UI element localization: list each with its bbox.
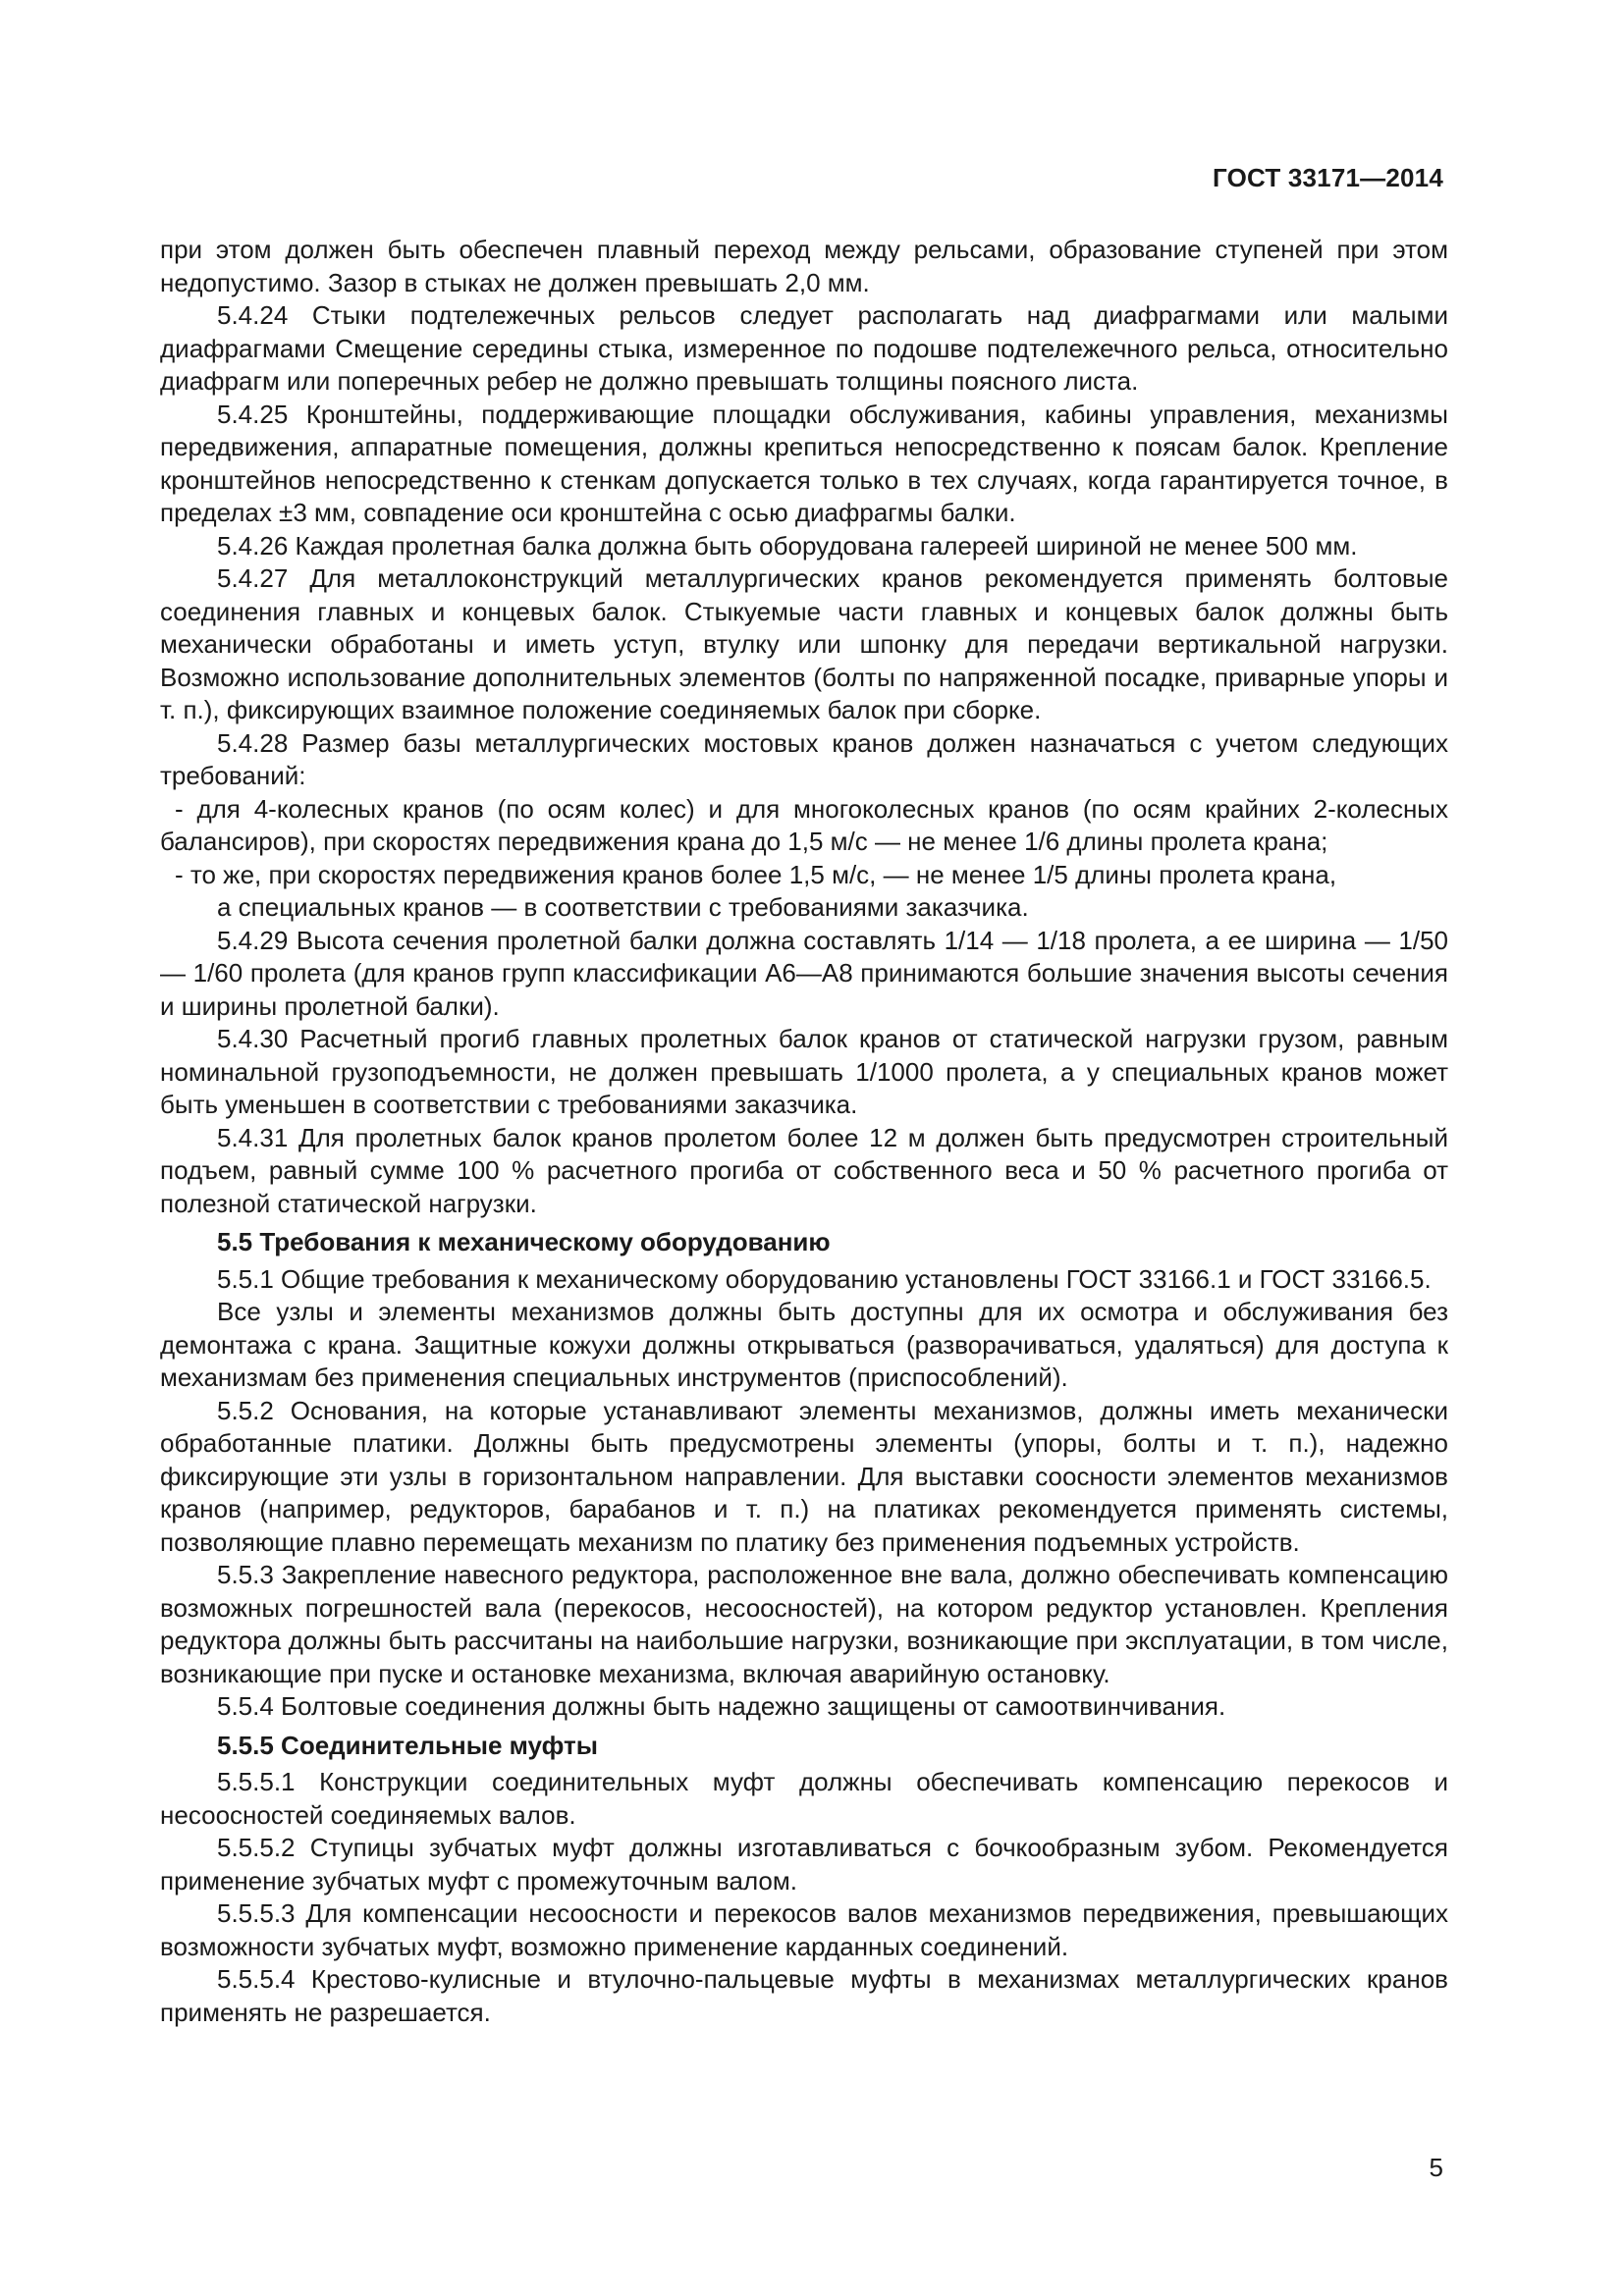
page-number: 5 <box>1429 2153 1443 2182</box>
paragraph: - то же, при скоростях передвижения кранов более 1,5 м/с, — не менее 1/5 длины пролета крана, <box>175 859 1337 889</box>
document-body <box>160 234 1448 2029</box>
paragraph: - для 4-колесных кранов (по осям колес) и для многоколесных кранов (по осям крайних 2-колесных балансиров), при скоростях передвижения крана до 1,5 м/с — не менее 1/6 длины пролета крана; <box>160 793 1448 856</box>
paragraph: а специальных кранов — в соответствии с требованиями заказчика. <box>217 892 1029 922</box>
paragraph: 5.4.30 Расчетный прогиб главных пролетных балок кранов от статической нагрузки грузом, равным номинальной грузоподъемности, не должен превышать 1/1000 пролета, а у специальных кранов может быть уменьшен в соответствии с требованиями заказчика. <box>160 1024 1448 1119</box>
paragraph: 5.5.3 Закрепление навесного редуктора, расположенное вне вала, должно обеспечивать компенсацию возможных погрешностей вала (перекосов, несоосностей), на котором редуктор установлен. Крепления редуктора должны быть рассчитаны на наибольшие нагрузки, возникающие при эксплуатации, в том числе, возникающие при пуске и остановке механизма, включая аварийную остановку. <box>160 1560 1448 1688</box>
paragraph: 5.5.1 Общие требования к механическому оборудованию установлены ГОСТ 33166.1 и ГОСТ 33166.5. <box>217 1263 1432 1294</box>
paragraph: Все узлы и элементы механизмов должны быть доступны для их осмотра и обслуживания без демонтажа с крана. Защитные кожухи должны открываться (разворачиваться, удаляться) для доступа к механизмам без применения специальных инструментов (приспособлений). <box>160 1297 1448 1392</box>
paragraph: 5.5.5.1 Конструкции соединительных муфт должны обеспечивать компенсацию перекосов и несоосностей соединяемых валов. <box>160 1767 1448 1830</box>
paragraph: 5.5.5.4 Крестово-кулисные и втулочно-пальцевые муфты в механизмах металлургических кранов применять не разрешается. <box>160 1964 1448 2027</box>
paragraph: 5.4.31 Для пролетных балок кранов пролетом более 12 м должен быть предусмотрен строительный подъем, равный сумме 100 % расчетного прогиба от собственного веса и 50 % расчетного прогиба от полезной статической нагрузки. <box>160 1122 1448 1218</box>
section-heading: 5.5 Требования к механическому оборудованию <box>217 1227 831 1256</box>
paragraph: 5.4.29 Высота сечения пролетной балки должна составлять 1/14 — 1/18 пролета, а ее ширина — 1/50 — 1/60 пролета (для кранов групп классификации А6—А8 принимаются большие значения высоты сечения и ширины пролетной балки). <box>160 925 1448 1021</box>
paragraph: при этом должен быть обеспечен плавный переход между рельсами, образование ступеней при этом недопустимо. Зазор в стыках не должен превышать 2,0 мм. <box>160 235 1448 297</box>
paragraph: 5.5.5.3 Для компенсации несоосности и перекосов валов механизмов передвижения, превышающих возможности зубчатых муфт, возможно применение карданных соединений. <box>160 1898 1448 1961</box>
paragraph: 5.4.24 Стыки подтележечных рельсов следует располагать над диафрагмами или малыми диафрагмами Смещение середины стыка, измеренное по подошве подтележечного рельса, относительно диафрагм или поперечных ребер не должно превышать толщины поясного листа. <box>160 300 1448 396</box>
paragraph: 5.5.2 Основания, на которые устанавливают элементы механизмов, должны иметь механически обработанные платики. Должны быть предусмотрены элементы (упоры, болты и т. п.), надежно фиксирующие эти узлы в горизонтальном направлении. Для выставки соосности элементов механизмов кранов (например, редукторов, барабанов и т. п.) на платиках рекомендуется применять системы, позволяющие плавно перемещать механизм по платику без применения подъемных устройств. <box>160 1395 1448 1557</box>
document-code-header: ГОСТ 33171—2014 <box>1213 163 1443 192</box>
paragraph: 5.4.26 Каждая пролетная балка должна быть оборудована галереей шириной не менее 500 мм. <box>217 530 1358 561</box>
section-heading: 5.5.5 Соединительные муфты <box>217 1730 598 1760</box>
paragraph: 5.4.28 Размер базы металлургических мостовых кранов должен назначаться с учетом следующих требований: <box>160 727 1448 790</box>
paragraph: 5.4.25 Кронштейны, поддерживающие площадки обслуживания, кабины управления, механизмы передвижения, аппаратные помещения, должны крепиться непосредственно к поясам балок. Крепление кронштейнов непосредственно к стенкам допускается только в тех случаях, когда гарантируется точное, в пределах ±3 мм, совпадение оси кронштейна с осью диафрагмы балки. <box>160 399 1448 527</box>
paragraph: 5.5.5.2 Ступицы зубчатых муфт должны изготавливаться с бочкообразным зубом. Рекомендуется применение зубчатых муфт с промежуточным валом. <box>160 1833 1448 1896</box>
paragraph: 5.4.27 Для металлоконструкций металлургических кранов рекомендуется применять болтовые соединения главных и концевых балок. Стыкуемые части главных и концевых балок должны быть механически обработаны и иметь уступ, втулку или шпонку для передачи вертикальной нагрузки. Возможно использование дополнительных элементов (болты по напряженной посадке, приварные упоры и т. п.), фиксирующих взаимное положение соединяемых балок при сборке. <box>160 563 1448 724</box>
paragraph: 5.5.4 Болтовые соединения должны быть надежно защищены от самоотвинчивания. <box>217 1691 1226 1721</box>
